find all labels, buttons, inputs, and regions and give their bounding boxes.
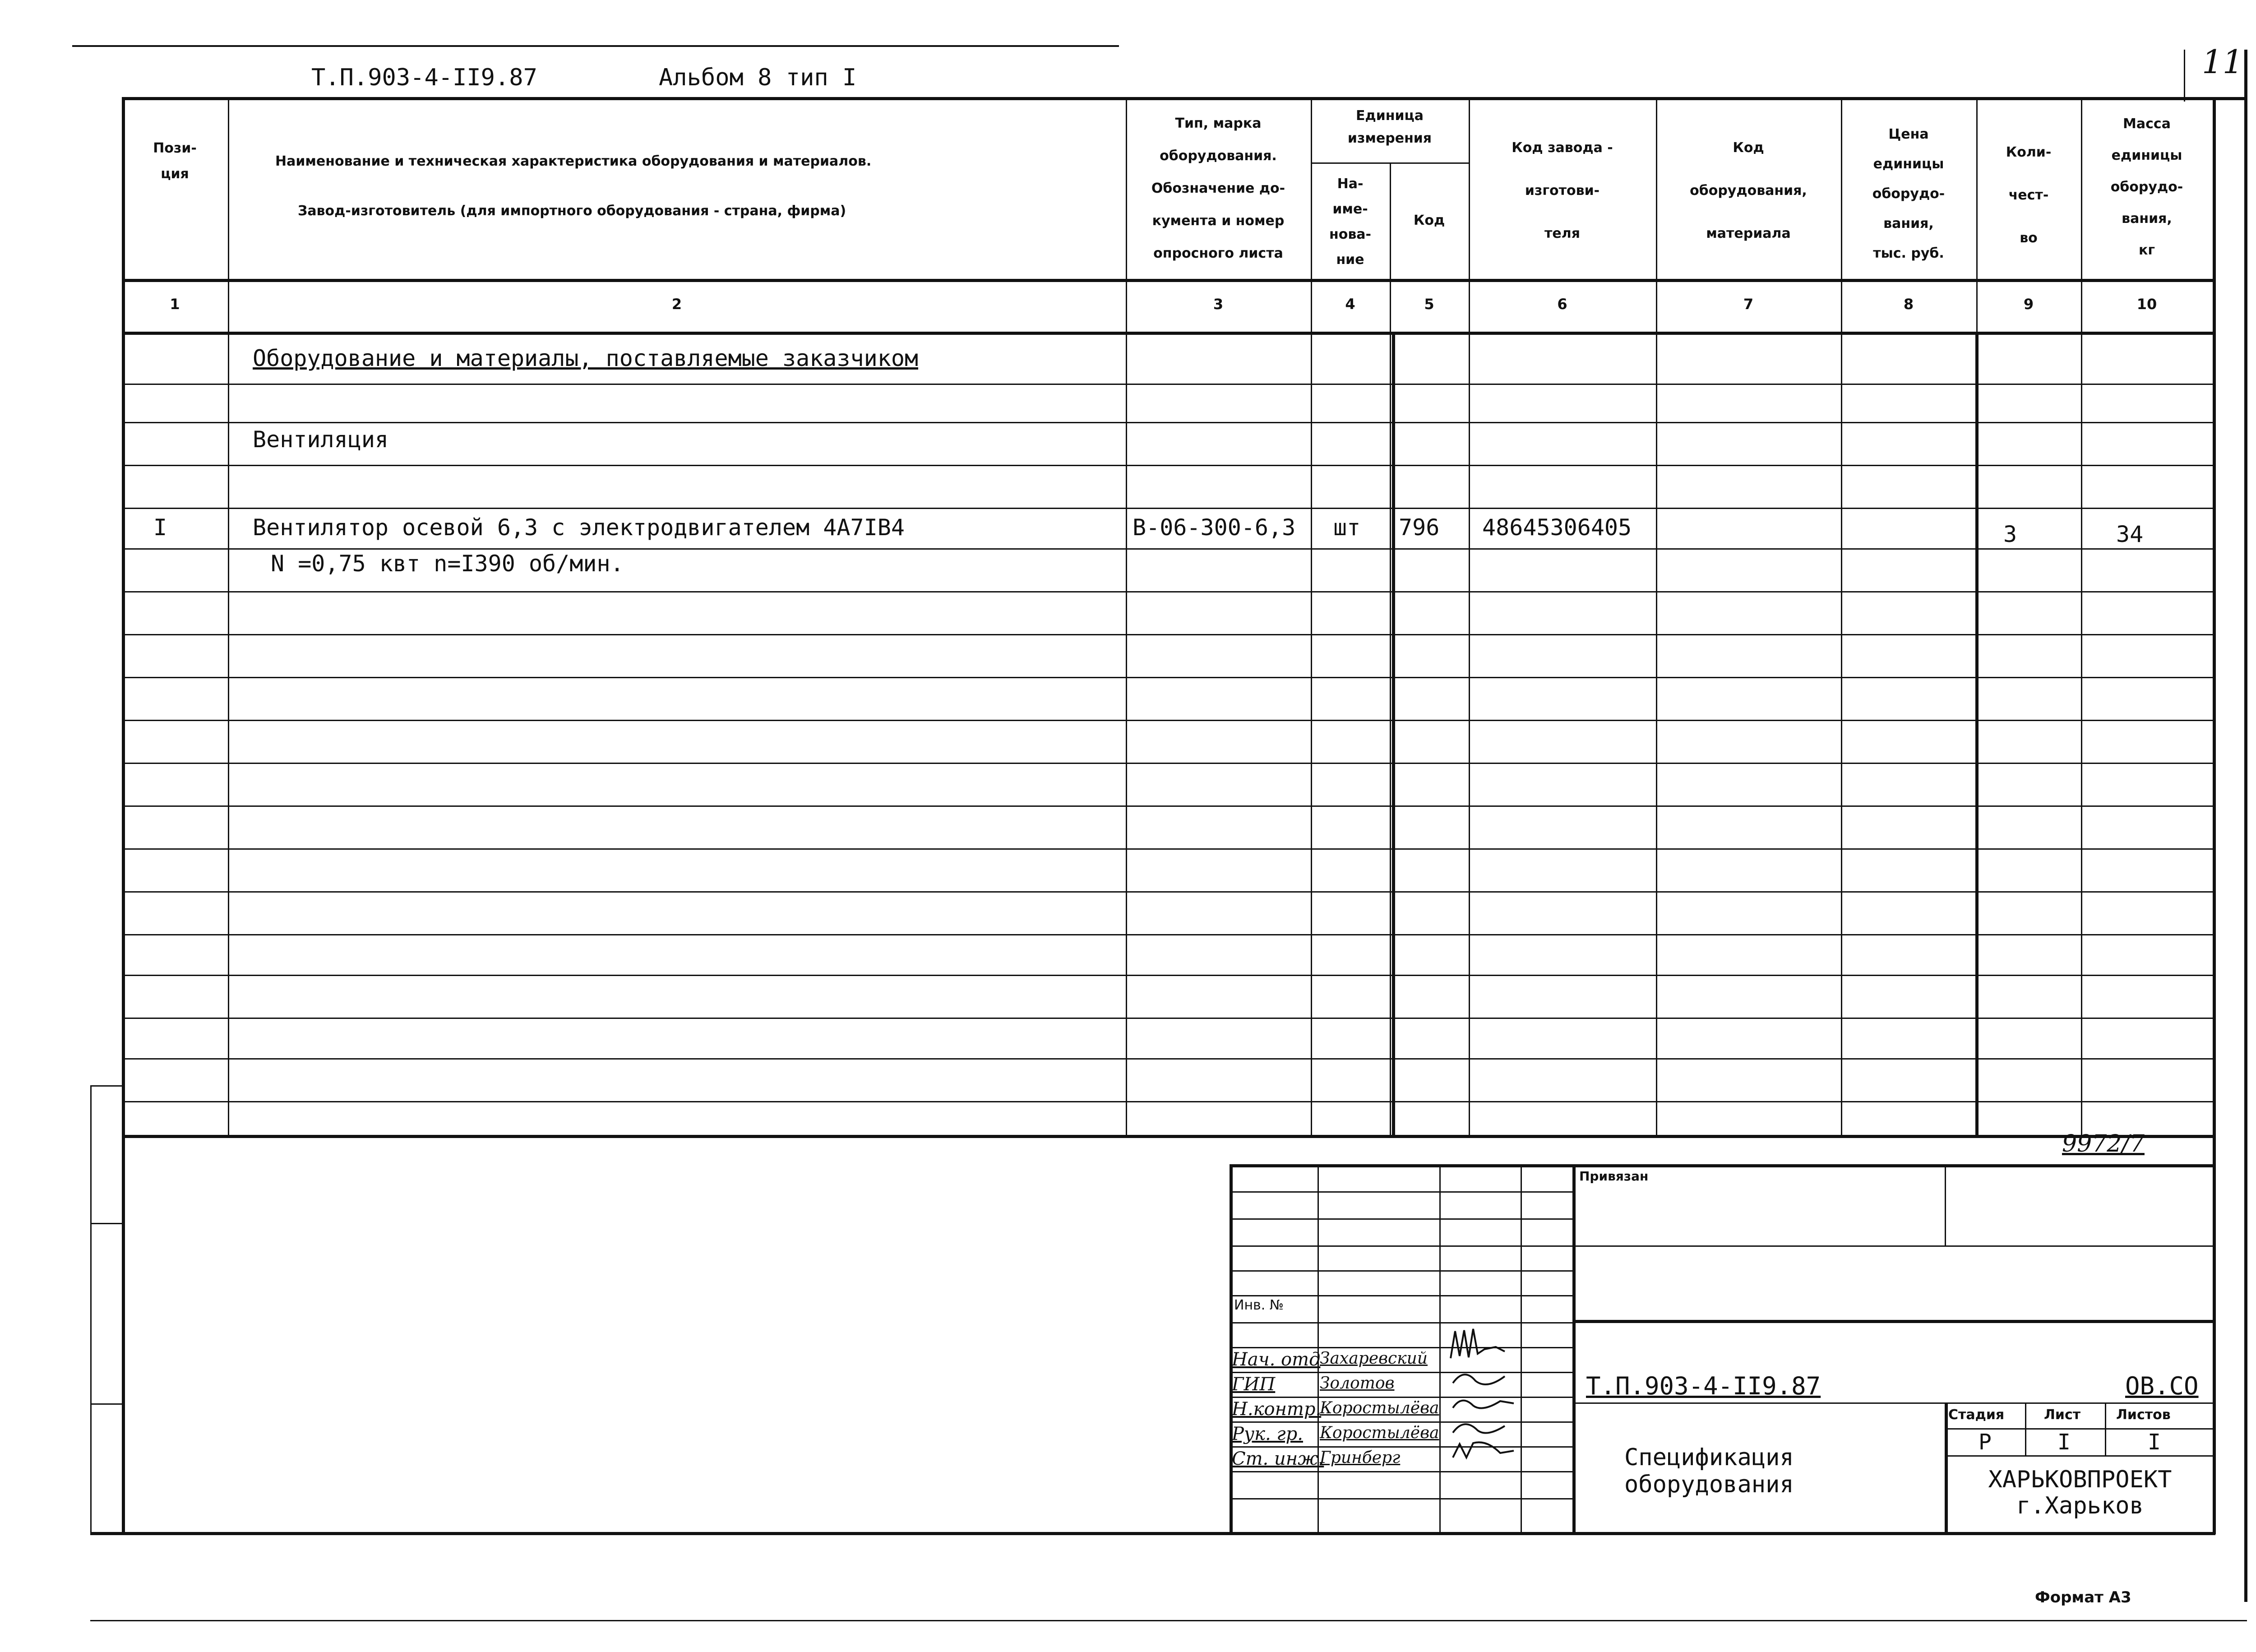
item-unit-code: 796 (1399, 514, 1440, 541)
margin-strip-mid1 (90, 1223, 124, 1224)
table-row-line (122, 508, 2215, 509)
tb-top (1230, 1164, 2215, 1167)
tb-name-3: Коростылёва (1320, 1424, 1439, 1442)
item-type: B-06-300-6,3 (1133, 514, 1296, 541)
item-name-line1: Вентилятор осевой 6,3 с электродвигателем 4A7IB4 (253, 514, 905, 541)
section-title: Оборудование и материалы, поставляемые заказчиком (253, 345, 919, 371)
tb-doc-suffix: ОВ.СО (2125, 1372, 2199, 1400)
signature-1 (1451, 1329, 1505, 1358)
table-row-line (122, 1101, 2215, 1102)
title-block-row-line (1230, 1347, 1572, 1348)
colnum-9: 9 (2023, 296, 2034, 313)
table-row-line (122, 1058, 2215, 1060)
tb-main-left (1572, 1164, 1576, 1534)
colnum-3: 3 (1213, 296, 1224, 313)
title-block-row-line (1230, 1245, 1572, 1247)
header-bottom (122, 279, 2215, 282)
tb-name-2: Коростылёва (1320, 1399, 1439, 1417)
format-label: Формат А3 (2035, 1588, 2131, 1606)
colnum-7: 7 (1743, 296, 1754, 313)
colnum-2: 2 (671, 296, 682, 313)
title-block-row-line (1230, 1270, 1572, 1272)
signature-2 (1453, 1374, 1505, 1384)
table-row-line (122, 805, 2215, 807)
bold-box-right (1975, 334, 1979, 1137)
tb-inv-no: Инв. № (1234, 1297, 1284, 1313)
table-row-line (122, 1018, 2215, 1019)
hdr-col2-line1: Наименование и техническая характеристика оборудования и материалов. (275, 153, 872, 169)
table-row-line (122, 422, 2215, 423)
title-block-row-line (1230, 1372, 1572, 1373)
col-line-1 (228, 97, 229, 1137)
tb-privyazan-divider (1945, 1164, 1946, 1245)
item-mass: 34 (2116, 521, 2144, 547)
title-block-row-line (1230, 1322, 1572, 1323)
tb-stage-div1 (2025, 1402, 2026, 1455)
tb-name-4: Гринберг (1320, 1448, 1401, 1467)
tb-sheets-value: I (2148, 1430, 2161, 1455)
table-row-line (122, 677, 2215, 678)
colnum-bottom (122, 332, 2215, 335)
table-row-line (122, 465, 2215, 466)
tb-upper-block-bottom (1572, 1320, 2215, 1323)
hdr-col9: Коли- чест- во (2006, 144, 2052, 246)
table-row-line (122, 548, 2215, 550)
tb-code-bottom (1572, 1402, 2215, 1404)
colnum-8: 8 (1903, 296, 1914, 313)
tb-role-0: Нач. отд (1232, 1349, 1321, 1370)
page-number: 11 (2202, 43, 2243, 81)
table-row-line (122, 591, 2215, 592)
hdr-col8: Цена единицы оборудо- вания, тыс. руб. (1872, 126, 1945, 261)
colnum-10: 10 (2136, 296, 2157, 313)
table-row-line (122, 891, 2215, 893)
tb-sheet-label: Лист (2044, 1407, 2081, 1423)
item-quantity: 3 (2003, 521, 2017, 547)
bold-box-left (1392, 334, 1395, 1137)
tb-doc-code: Т.П.903-4-II9.87 (1586, 1372, 1821, 1400)
signature-3 (1453, 1401, 1514, 1408)
title-block-row-line (1230, 1191, 1572, 1193)
tb-name-0: Захаревский (1320, 1349, 1428, 1368)
title-block-row-line (1230, 1471, 1572, 1472)
margin-strip-top (90, 1085, 124, 1087)
hdr-col5: Код (1413, 213, 1445, 228)
colnum-5: 5 (1424, 296, 1434, 313)
table-row-line (122, 975, 2215, 976)
table-top (122, 97, 2247, 100)
top-line (72, 45, 1119, 47)
hdr-col7: Код оборудования, материала (1690, 140, 1807, 241)
tb-role-4: Ст. инж. (1232, 1448, 1324, 1469)
hdr-unit-group: Единица измерения (1347, 108, 1432, 146)
table-row-line (122, 384, 2215, 385)
item-name-line2: N =0,75 квт n=I390 об/мин. (271, 551, 624, 577)
hdr-col2-line2: Завод-изготовитель (для импортного оборудования - страна, фирма) (298, 203, 846, 219)
hdr-col4: На- име- нова- ние (1329, 176, 1372, 268)
title-block-row-line (1230, 1397, 1572, 1398)
tb-stage-value: Р (1979, 1430, 1992, 1455)
table-bottom (90, 1532, 2215, 1535)
tb-stage-div2 (2105, 1402, 2106, 1455)
title-block-row-line (1230, 1421, 1572, 1423)
colnum-6: 6 (1557, 296, 1567, 313)
tb-sheets-label: Листов (2116, 1407, 2171, 1423)
tb-title: Спецификация оборудования (1624, 1444, 1794, 1498)
table-row-line (122, 763, 2215, 764)
table-row-line (122, 848, 2215, 850)
tb-sig-col3 (1521, 1164, 1522, 1534)
hdr-col6: Код завода - изготови- теля (1512, 140, 1613, 241)
tb-sheet-value: I (2057, 1430, 2071, 1455)
title-block-row-line (1230, 1446, 1572, 1448)
tb-stage-label: Стадия (1948, 1407, 2005, 1423)
hdr-col3: Тип, марка оборудования. Обозначение до- кумента и номер опросного листа (1151, 116, 1285, 261)
table-right (2213, 97, 2216, 1534)
table-row-line (122, 634, 2215, 635)
tb-stage-values-bottom (1945, 1455, 2215, 1457)
tb-role-2: Н.контр. (1232, 1399, 1322, 1420)
margin-strip (90, 1085, 92, 1533)
item-position: I (153, 514, 167, 541)
table-row-line (122, 934, 2215, 935)
title-block-row-line (1230, 1295, 1572, 1296)
signatures (1442, 1322, 1521, 1476)
title-block-row-line (1230, 1218, 1572, 1220)
margin-strip-mid2 (90, 1403, 124, 1405)
tb-sig-col2 (1439, 1164, 1441, 1534)
tb-name-1: Золотов (1320, 1374, 1395, 1393)
tb-privyazan-label: Привязан (1579, 1169, 1649, 1184)
hdr-col10: Масса единицы оборудо- вания, кг (2110, 116, 2183, 258)
subsection-title: Вентиляция (253, 426, 389, 453)
signature-5 (1453, 1442, 1514, 1458)
tb-privyazan-bottom (1572, 1245, 2215, 1247)
tb-role-1: ГИП (1232, 1374, 1276, 1395)
title-block-row-line (1230, 1498, 1572, 1499)
header-doc-code: Т.П.903-4-II9.87 (311, 64, 537, 91)
item-unit-name: шт (1333, 514, 1361, 541)
signature-4 (1453, 1424, 1505, 1433)
colnum-4: 4 (1345, 296, 1355, 313)
tb-role-3: Рук. гр. (1232, 1424, 1303, 1444)
unit-group-divider (1311, 162, 1469, 164)
table-row-line (122, 720, 2215, 721)
header-album: Альбом 8 тип I (659, 64, 857, 91)
tb-org: ХАРЬКОВПРОЕКТ г.Харьков (1988, 1466, 2172, 1519)
archive-number: 9972/7 (2062, 1130, 2145, 1157)
frame-bottom (90, 1620, 2247, 1621)
frame-right (2244, 50, 2247, 1602)
colnum-1: 1 (170, 296, 180, 313)
table-body-end (122, 1135, 2215, 1138)
hdr-col1: Пози- ция (153, 140, 197, 182)
frame-right-tick (2184, 50, 2185, 102)
item-maker-code: 48645306405 (1482, 514, 1632, 541)
